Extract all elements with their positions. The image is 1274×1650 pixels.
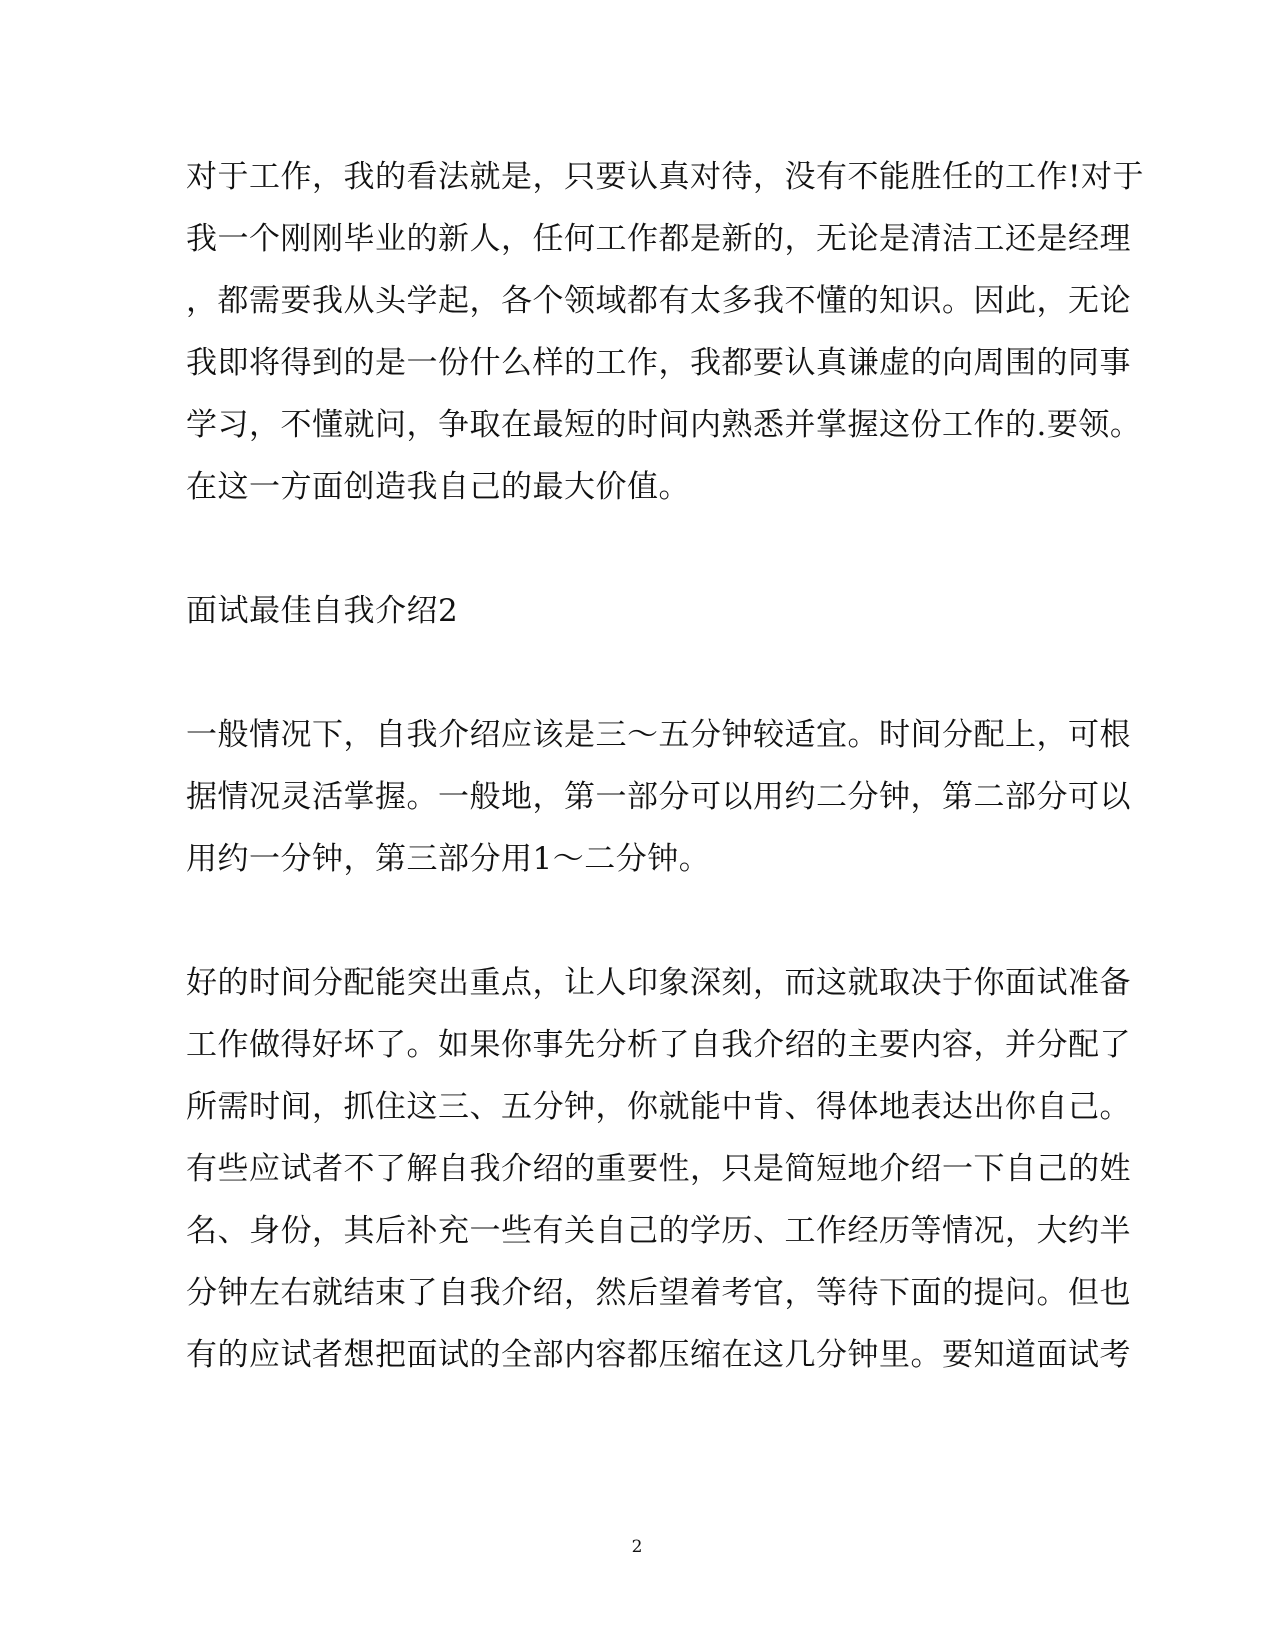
paragraph-3-line-4: 有些应试者不了解自我介绍的重要性，只是简短地介绍一下自己的姓 <box>186 1151 1131 1187</box>
paragraph-3-line-1: 好的时间分配能突出重点，让人印象深刻，而这就取决于你面试准备 <box>186 965 1131 1001</box>
section-heading: 面试最佳自我介绍2 <box>186 593 459 629</box>
paragraph-1-line-4: 我即将得到的是一份什么样的工作，我都要认真谦虚的向周围的同事 <box>186 345 1131 381</box>
paragraph-2-line-1: 一般情况下，自我介绍应该是三～五分钟较适宜。时间分配上，可根 <box>186 717 1131 753</box>
paragraph-3-line-3: 所需时间，抓住这三、五分钟，你就能中肯、得体地表达出你自己。 <box>186 1089 1131 1125</box>
paragraph-1-line-2: 我一个刚刚毕业的新人，任何工作都是新的，无论是清洁工还是经理 <box>186 221 1131 257</box>
paragraph-3-line-7: 有的应试者想把面试的全部内容都压缩在这几分钟里。要知道面试考 <box>186 1337 1131 1373</box>
paragraph-2-line-2: 据情况灵活掌握。一般地，第一部分可以用约二分钟，第二部分可以 <box>186 779 1131 815</box>
paragraph-1-line-5: 学习，不懂就问，争取在最短的时间内熟悉并掌握这份工作的.要领。 <box>186 407 1142 443</box>
paragraph-1-line-6: 在这一方面创造我自己的最大价值。 <box>186 469 690 505</box>
page-number: 2 <box>631 1537 643 1557</box>
paragraph-3-line-5: 名、身份，其后补充一些有关自己的学历、工作经历等情况，大约半 <box>186 1213 1131 1249</box>
paragraph-2-line-3: 用约一分钟，第三部分用1～二分钟。 <box>186 841 711 877</box>
paragraph-1-line-3: ，都需要我从头学起，各个领域都有太多我不懂的知识。因此，无论 <box>186 283 1131 319</box>
paragraph-3-line-2: 工作做得好坏了。如果你事先分析了自我介绍的主要内容，并分配了 <box>186 1027 1131 1063</box>
paragraph-3-line-6: 分钟左右就结束了自我介绍，然后望着考官，等待下面的提问。但也 <box>186 1275 1131 1311</box>
paragraph-1-line-1: 对于工作，我的看法就是，只要认真对待，没有不能胜任的工作!对于 <box>186 159 1144 195</box>
